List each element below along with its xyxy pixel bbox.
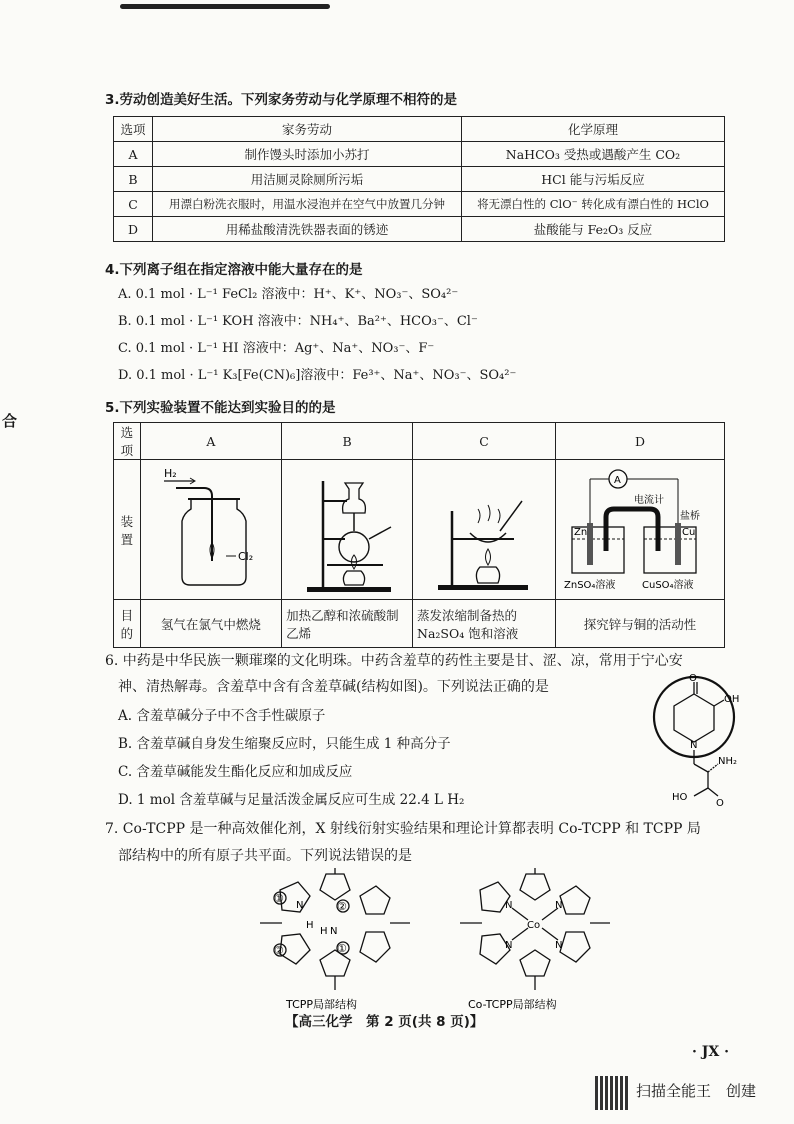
pyrrole-ring bbox=[560, 886, 590, 914]
zn-electrode bbox=[587, 523, 593, 565]
mark-3: ② bbox=[274, 944, 284, 957]
cuso4-label: CuSO₄溶液 bbox=[642, 580, 694, 591]
nh-h2-label: H bbox=[320, 926, 328, 937]
co-n-bond bbox=[542, 928, 558, 940]
purpose-b: 加热乙醇和浓硫酸制乙烯 bbox=[282, 600, 413, 648]
oh-bond bbox=[714, 700, 724, 706]
steam-icon bbox=[478, 505, 500, 523]
q5-header-label: 选项 bbox=[114, 423, 141, 460]
q4-option-b: B. 0.1 mol · L⁻¹ KOH 溶液中：NH₄⁺、Ba²⁺、HCO₃⁻、Cl⁻ bbox=[118, 314, 478, 329]
apparatus-b bbox=[282, 460, 413, 600]
nh-n2-label: N bbox=[330, 926, 338, 937]
mark-4: ① bbox=[337, 942, 347, 955]
alcohol-lamp bbox=[476, 567, 499, 583]
galvanic-cell-diagram bbox=[560, 461, 720, 595]
q5-row-device: 装置 bbox=[114, 460, 141, 600]
cl2-label: Cl₂ bbox=[237, 550, 254, 563]
nh-h-label: H bbox=[306, 920, 314, 931]
co-n-bond bbox=[512, 908, 528, 920]
q4-title: 4.下列离子组在指定溶液中能大量存在的是 bbox=[105, 262, 363, 278]
cell: HCl 能与污垢反应 bbox=[462, 167, 725, 192]
co-tcpp-caption: Co-TCPP局部结构 bbox=[468, 998, 557, 1011]
h2-label: H₂ bbox=[163, 467, 177, 480]
co-n-label: N bbox=[555, 900, 563, 911]
pyrrole-ring bbox=[280, 882, 310, 912]
pyrrole-ring bbox=[320, 874, 350, 900]
q5-col-b: B bbox=[282, 423, 413, 460]
oh-label: OH bbox=[724, 694, 740, 705]
q6-option-c: C. 含羞草碱能发生酯化反应和加成反应 bbox=[118, 764, 353, 780]
flask bbox=[339, 532, 369, 562]
salt-bridge bbox=[606, 509, 658, 551]
q4-option-d: D. 0.1 mol · L⁻¹ K₃[Fe(CN)₆]溶液中：Fe³⁺、Na⁺、NO₃⁻、SO₄²⁻ bbox=[118, 368, 517, 383]
q5-col-c: C bbox=[413, 423, 556, 460]
q6-line2: 神、清热解毒。含羞草中含有含羞草碱(结构如图)。下列说法正确的是 bbox=[118, 679, 549, 695]
q6-option-a: A. 含羞草碱分子中不含手性碳原子 bbox=[118, 708, 326, 724]
co-n-label: N bbox=[555, 940, 563, 951]
cell: D bbox=[114, 217, 153, 242]
pyrrole-ring bbox=[520, 950, 550, 976]
evaporating-dish-diagram bbox=[418, 461, 550, 595]
q5-table bbox=[113, 422, 725, 648]
cell: 盐酸能与 Fe₂O₃ 反应 bbox=[462, 217, 725, 242]
c-o-bond bbox=[708, 788, 718, 796]
n-label: N bbox=[690, 740, 698, 751]
q5-row-purpose: 目的 bbox=[114, 600, 141, 648]
nh-n-label: N bbox=[296, 900, 304, 911]
cell: 用稀盐酸清洗铁器表面的锈迹 bbox=[153, 217, 462, 242]
c-oh-bond bbox=[694, 788, 708, 796]
q5-col-a: A bbox=[140, 423, 281, 460]
salt-bridge-label: 盐桥 bbox=[680, 511, 700, 522]
scanner-watermark: 扫描全能王 创建 bbox=[636, 1082, 757, 1100]
apparatus-d bbox=[556, 460, 725, 600]
carbonyl-o-label: O bbox=[716, 798, 724, 809]
mark-2: ② bbox=[337, 900, 347, 913]
znso4-label: ZnSO₄溶液 bbox=[564, 580, 616, 591]
cell: B bbox=[114, 167, 153, 192]
cell: C bbox=[114, 192, 153, 217]
q5-col-d: D bbox=[556, 423, 725, 460]
qr-code-icon bbox=[595, 1076, 629, 1110]
purpose-d: 探究锌与铜的活动性 bbox=[556, 600, 725, 648]
mark-1: ① bbox=[274, 892, 284, 905]
pyrrole-ring bbox=[520, 874, 550, 900]
co-n-bond bbox=[512, 928, 528, 940]
cell: 将无漂白性的 ClO⁻ 转化成有漂白性的 HClO bbox=[462, 192, 725, 217]
gas-bottle-diagram bbox=[146, 461, 276, 595]
alcohol-lamp bbox=[343, 571, 364, 585]
q7-line2: 部结构中的所有原子共平面。下列说法错误的是 bbox=[118, 848, 412, 864]
ammeter-symbol: A bbox=[614, 475, 621, 486]
distill-flask-diagram bbox=[287, 461, 407, 595]
q3-header-option: 选项 bbox=[114, 117, 153, 142]
flame-icon bbox=[486, 549, 491, 565]
scan-edge-bar bbox=[120, 4, 330, 9]
q6-option-b: B. 含羞草碱自身发生缩聚反应时，只能生成 1 种高分子 bbox=[118, 736, 451, 752]
cell: A bbox=[114, 142, 153, 167]
pyrrole-ring bbox=[360, 886, 390, 914]
evaporating-dish bbox=[470, 533, 506, 542]
co-n-label: N bbox=[505, 940, 513, 951]
co-label: Co bbox=[527, 920, 541, 931]
chain-bond bbox=[694, 764, 708, 772]
table-row bbox=[114, 192, 725, 217]
cell: NaHCO₃ 受热或遇酸产生 CO₂ bbox=[462, 142, 725, 167]
table-row bbox=[114, 217, 725, 242]
q3-header-labor: 家务劳动 bbox=[153, 117, 462, 142]
q6-option-d: D. 1 mol 含羞草碱与足量活泼金属反应可生成 22.4 L H₂ bbox=[118, 792, 465, 808]
side-tube bbox=[369, 527, 391, 539]
cell: 制作馒头时添加小苏打 bbox=[153, 142, 462, 167]
q3-title: 3.劳动创造美好生活。下列家务劳动与化学原理不相符的是 bbox=[105, 92, 458, 108]
margin-char: 合 bbox=[2, 412, 18, 430]
tcpp-caption: TCPP局部结构 bbox=[286, 998, 358, 1011]
apparatus-c bbox=[413, 460, 556, 600]
nh2-bond bbox=[708, 764, 718, 772]
glass-rod bbox=[500, 501, 522, 531]
ho-label: HO bbox=[672, 792, 688, 803]
table-row bbox=[114, 142, 725, 167]
pyrrole-ring bbox=[360, 932, 390, 962]
stand-base bbox=[307, 587, 391, 592]
cu-electrode bbox=[675, 523, 681, 565]
cell: 用漂白粉洗衣服时，用温水浸泡并在空气中放置几分钟 bbox=[153, 192, 462, 217]
q6-line1: 6. 中药是中华民族一颗璀璨的文化明珠。中药含羞草的药性主要是甘、涩、凉，常用于宁心安 bbox=[105, 653, 683, 669]
table-row bbox=[114, 167, 725, 192]
paper-code: · JX · bbox=[692, 1044, 729, 1060]
apparatus-a bbox=[140, 460, 281, 600]
ammeter-label: 电流计 bbox=[634, 495, 664, 506]
purpose-a: 氢气在氯气中燃烧 bbox=[140, 600, 281, 648]
mimosine-structure bbox=[640, 672, 750, 812]
cu-label: Cu bbox=[682, 527, 696, 538]
q7-line1: 7. Co-TCPP 是一种高效催化剂，X 射线衍射实验结果和理论计算都表明 Co-TCPP 和 TCPP 局 bbox=[105, 821, 701, 837]
purpose-c: 蒸发浓缩制备热的 Na₂SO₄ 饱和溶液 bbox=[413, 600, 556, 648]
nh2-label: NH₂ bbox=[718, 756, 738, 767]
q3-header-principle: 化学原理 bbox=[462, 117, 725, 142]
q3-table bbox=[113, 116, 725, 242]
gas-bottle bbox=[182, 499, 246, 585]
q5-title: 5.下列实验装置不能达到实验目的的是 bbox=[105, 400, 336, 416]
pyrrole-ring bbox=[560, 932, 590, 962]
zn-label: Zn bbox=[574, 527, 588, 538]
cell: 用洁厕灵除厕所污垢 bbox=[153, 167, 462, 192]
oxygen-label: O bbox=[689, 673, 697, 684]
page-footer: 【高三化学 第 2 页(共 8 页)】 bbox=[285, 1014, 484, 1030]
stand-base bbox=[438, 585, 528, 590]
q4-option-c: C. 0.1 mol · L⁻¹ HI 溶液中：Ag⁺、Na⁺、NO₃⁻、F⁻ bbox=[118, 341, 435, 356]
pyridinone-ring bbox=[674, 694, 714, 742]
q4-option-a: A. 0.1 mol · L⁻¹ FeCl₂ 溶液中：H⁺、K⁺、NO₃⁻、SO₄²⁻ bbox=[118, 287, 459, 302]
pyrrole-ring bbox=[280, 934, 310, 964]
co-n-label: N bbox=[505, 900, 513, 911]
funnel bbox=[343, 483, 366, 513]
porphyrin-structures bbox=[240, 868, 610, 1018]
